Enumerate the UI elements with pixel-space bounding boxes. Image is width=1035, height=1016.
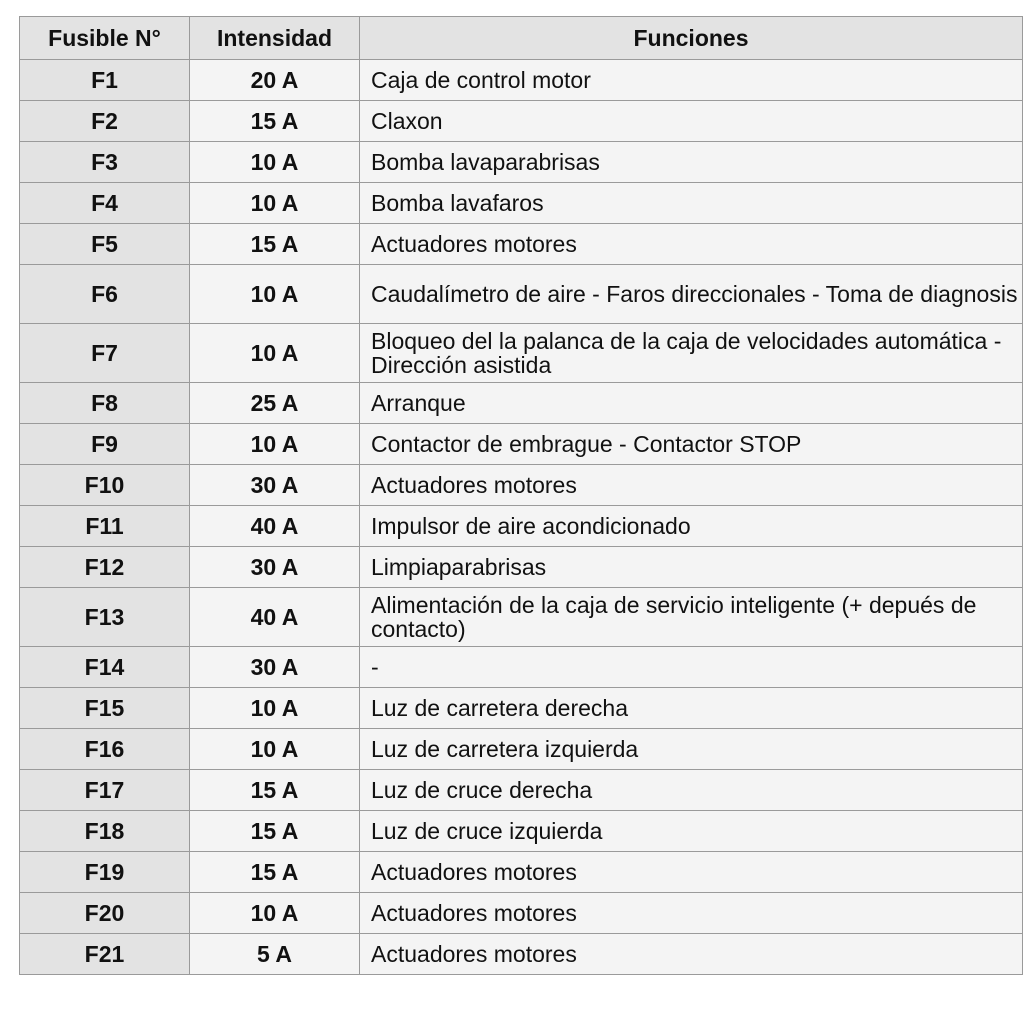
function-cell: Contactor de embrague - Contactor STOP <box>360 424 1023 465</box>
function-cell: Actuadores motores <box>360 852 1023 893</box>
intensity-cell: 10 A <box>190 729 360 770</box>
intensity-cell: 30 A <box>190 465 360 506</box>
function-cell: Claxon <box>360 101 1023 142</box>
table-row <box>20 647 1023 688</box>
table-row <box>20 729 1023 770</box>
intensity-cell: 10 A <box>190 183 360 224</box>
function-cell: Arranque <box>360 383 1023 424</box>
header-functions: Funciones <box>360 17 1023 60</box>
fuse-number-cell: F13 <box>20 588 190 647</box>
intensity-cell: 10 A <box>190 142 360 183</box>
table-row <box>20 224 1023 265</box>
table-row <box>20 547 1023 588</box>
intensity-cell: 15 A <box>190 101 360 142</box>
table-row <box>20 142 1023 183</box>
table-body <box>20 60 1023 975</box>
intensity-cell: 15 A <box>190 224 360 265</box>
fuse-number-cell: F19 <box>20 852 190 893</box>
table-row <box>20 893 1023 934</box>
fuse-number-cell: F7 <box>20 324 190 383</box>
fuse-number-cell: F14 <box>20 647 190 688</box>
intensity-cell: 30 A <box>190 547 360 588</box>
header-fuse-number: Fusible N° <box>20 17 190 60</box>
function-cell: Luz de carretera derecha <box>360 688 1023 729</box>
fuse-number-cell: F21 <box>20 934 190 975</box>
intensity-cell: 5 A <box>190 934 360 975</box>
table-row <box>20 265 1023 324</box>
function-cell: Actuadores motores <box>360 893 1023 934</box>
fuse-number-cell: F16 <box>20 729 190 770</box>
header-intensity: Intensidad <box>190 17 360 60</box>
fuse-number-cell: F20 <box>20 893 190 934</box>
table-row <box>20 811 1023 852</box>
table-row <box>20 852 1023 893</box>
table-row <box>20 688 1023 729</box>
function-cell: Actuadores motores <box>360 224 1023 265</box>
intensity-cell: 10 A <box>190 324 360 383</box>
table-row <box>20 465 1023 506</box>
intensity-cell: 10 A <box>190 893 360 934</box>
fuse-number-cell: F17 <box>20 770 190 811</box>
intensity-cell: 10 A <box>190 265 360 324</box>
fuse-number-cell: F3 <box>20 142 190 183</box>
intensity-cell: 10 A <box>190 424 360 465</box>
intensity-cell: 15 A <box>190 811 360 852</box>
intensity-cell: 40 A <box>190 506 360 547</box>
table-row <box>20 101 1023 142</box>
fuse-number-cell: F8 <box>20 383 190 424</box>
intensity-cell: 15 A <box>190 852 360 893</box>
intensity-cell: 10 A <box>190 688 360 729</box>
fuse-number-cell: F9 <box>20 424 190 465</box>
intensity-cell: 30 A <box>190 647 360 688</box>
table-row <box>20 324 1023 383</box>
table-row <box>20 588 1023 647</box>
fuse-number-cell: F4 <box>20 183 190 224</box>
fuse-number-cell: F15 <box>20 688 190 729</box>
function-cell: Bomba lavaparabrisas <box>360 142 1023 183</box>
function-cell: Luz de cruce izquierda <box>360 811 1023 852</box>
function-cell: - <box>360 647 1023 688</box>
table-row <box>20 934 1023 975</box>
fuse-number-cell: F5 <box>20 224 190 265</box>
table-row <box>20 424 1023 465</box>
intensity-cell: 40 A <box>190 588 360 647</box>
function-cell: Caudalímetro de aire - Faros direccionales - Toma de diagnosis <box>360 265 1023 324</box>
function-cell: Bomba lavafaros <box>360 183 1023 224</box>
table-row <box>20 770 1023 811</box>
table-row <box>20 506 1023 547</box>
function-cell: Limpiaparabrisas <box>360 547 1023 588</box>
intensity-cell: 15 A <box>190 770 360 811</box>
fuse-number-cell: F1 <box>20 60 190 101</box>
function-cell: Actuadores motores <box>360 934 1023 975</box>
table-row <box>20 383 1023 424</box>
fuse-number-cell: F2 <box>20 101 190 142</box>
table-row <box>20 183 1023 224</box>
intensity-cell: 25 A <box>190 383 360 424</box>
fuse-number-cell: F12 <box>20 547 190 588</box>
intensity-cell: 20 A <box>190 60 360 101</box>
function-cell: Actuadores motores <box>360 465 1023 506</box>
function-cell: Impulsor de aire acondicionado <box>360 506 1023 547</box>
function-cell: Luz de carretera izquierda <box>360 729 1023 770</box>
function-cell: Caja de control motor <box>360 60 1023 101</box>
fuse-table <box>19 16 1023 975</box>
fuse-number-cell: F10 <box>20 465 190 506</box>
fuse-number-cell: F11 <box>20 506 190 547</box>
function-cell: Luz de cruce derecha <box>360 770 1023 811</box>
fuse-number-cell: F6 <box>20 265 190 324</box>
function-cell: Alimentación de la caja de servicio inteligente (+ depués de contacto) <box>360 588 1023 647</box>
header-row <box>20 17 1023 60</box>
table-row <box>20 60 1023 101</box>
function-cell: Bloqueo del la palanca de la caja de velocidades automática - Dirección asistida <box>360 324 1023 383</box>
fuse-number-cell: F18 <box>20 811 190 852</box>
